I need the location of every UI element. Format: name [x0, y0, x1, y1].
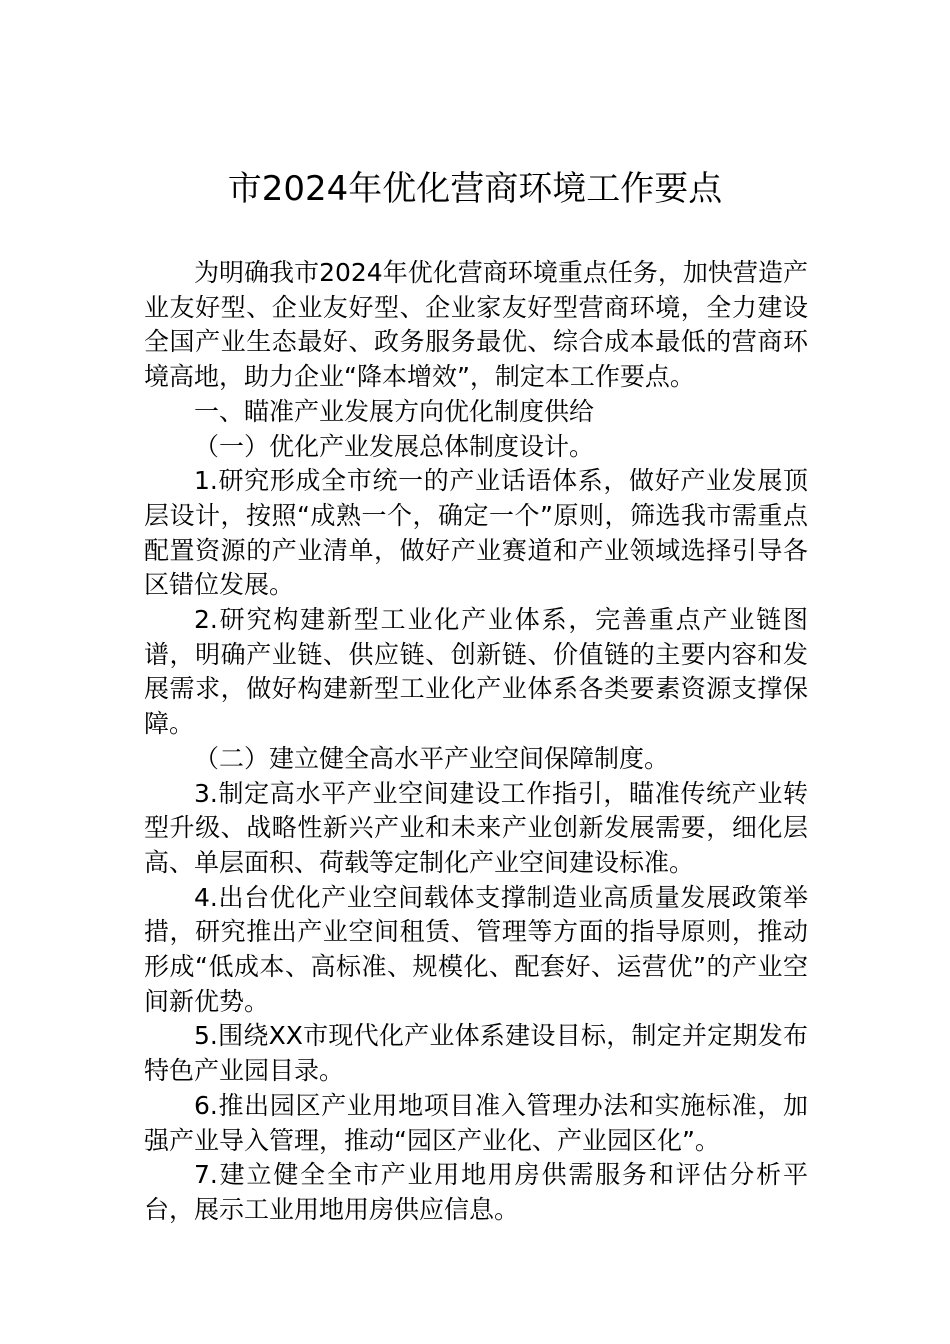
subsection-heading-2: （二）建立健全高水平产业空间保障制度。	[194, 743, 670, 773]
document-title: 市2024年优化营商环境工作要点	[227, 169, 723, 209]
paragraph-item-3: 3.制定高水平产业空间建设工作指引，瞄准传统产业转型升级、战略性新兴产业和未来产业创新发展需要，细化层高、单层面积、荷载等定制化产业空间建设标准。	[144, 778, 808, 877]
paragraph-item-5: 5.围绕XX市现代化产业体系建设目标，制定并定期发布特色产业园目录。	[144, 1021, 808, 1086]
section-heading-1: 一、瞄准产业发展方向优化制度供给	[194, 396, 595, 426]
paragraph-item-6: 6.推出园区产业用地项目准入管理办法和实施标准，加强产业导入管理，推动“园区产业化、产业园区化”。	[144, 1090, 808, 1155]
paragraph-item-4: 4.出台优化产业空间载体支撑制造业高质量发展政策举措，研究推出产业空间租赁、管理等方面的指导原则，推动形成“低成本、高标准、规模化、配套好、运营优”的产业空间新优势。	[144, 882, 808, 1016]
paragraph-item-1: 1.研究形成全市统一的产业话语体系，做好产业发展顶层设计，按照“成熟一个，确定一个”原则，筛选我市需重点配置资源的产业清单，做好产业赛道和产业领域选择引导各区错位发展。	[144, 466, 808, 600]
paragraph-intro: 为明确我市2024年优化营商环境重点任务，加快营造产业友好型、企业友好型、企业家友好型营商环境，全力建设全国产业生态最好、政务服务最优、综合成本最低的营商环境高地，助力企业“降本增效”，制定本工作要点。	[144, 258, 808, 392]
document-body	[144, 256, 808, 1228]
subsection-heading-1: （一）优化产业发展总体制度设计。	[194, 431, 595, 461]
paragraph-item-2: 2.研究构建新型工业化产业体系，完善重点产业链图谱，明确产业链、供应链、创新链、价值链的主要内容和发展需求，做好构建新型工业化产业体系各类要素资源支撑保障。	[144, 605, 808, 739]
paragraph-item-7: 7.建立健全全市产业用地用房供需服务和评估分析平台，展示工业用地用房供应信息。	[144, 1160, 808, 1224]
